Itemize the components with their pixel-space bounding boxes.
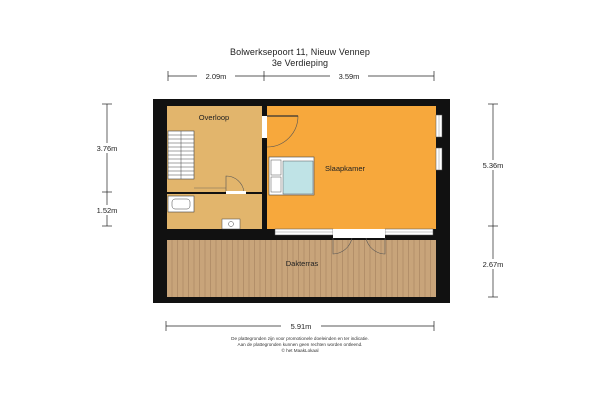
dimension-label-top-right: 3.59m xyxy=(338,72,360,81)
room-label-overloop: Overloop xyxy=(198,113,230,122)
dimension-label-bottom: 5.91m xyxy=(290,322,312,331)
disclaimer-line-2: Aan de plattegronden kunnen geen rechten worden ontleend. xyxy=(237,342,363,347)
staircase xyxy=(168,131,194,179)
dakterras-deck xyxy=(167,240,436,297)
dimension-label-left-lower: 1.52m xyxy=(96,206,118,215)
plan-address: Bolwerksepoort 11, Nieuw Vennep xyxy=(229,47,371,57)
terrace-door-opening xyxy=(333,229,385,238)
appliance xyxy=(222,219,240,229)
room-label-dakterras: Dakterras xyxy=(285,259,319,268)
plan-floor-label: 3e Verdieping xyxy=(271,58,329,68)
dimension-label-top-left: 2.09m xyxy=(205,72,227,81)
disclaimer-line-1: De plattegronden zijn voor promotionele doeleinden en ter indicatie. xyxy=(231,336,369,341)
bed xyxy=(269,157,314,195)
sink-unit xyxy=(168,196,194,212)
door-opening xyxy=(262,116,267,138)
dimension-label-left-upper: 3.76m xyxy=(96,144,118,153)
dimension-label-right-lower: 2.67m xyxy=(482,260,504,269)
interior-wall xyxy=(167,192,262,194)
room-label-slaapkamer: Slaapkamer xyxy=(324,164,366,173)
disclaimer-line-3: © het MaakLokaal xyxy=(281,348,319,353)
dimension-label-right-upper: 5.36m xyxy=(482,161,504,170)
